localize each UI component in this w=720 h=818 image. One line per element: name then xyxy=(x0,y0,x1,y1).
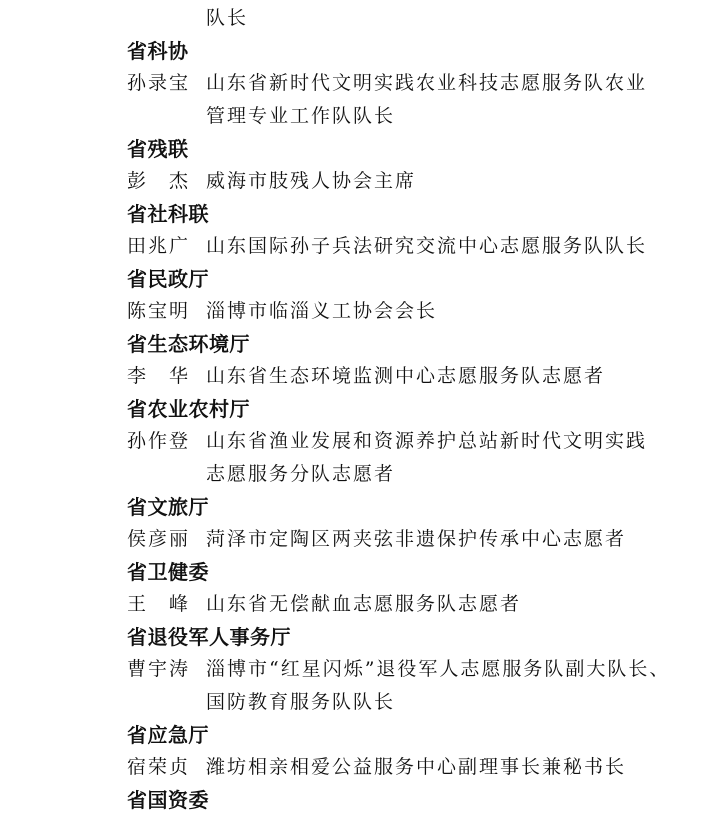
entry-line xyxy=(0,67,720,99)
section-heading-text: 省农业农村厅 xyxy=(127,397,250,421)
section-heading-text: 省民政厅 xyxy=(127,267,209,291)
entry-line xyxy=(0,523,720,555)
entry-line xyxy=(0,588,720,620)
duty-text: 山东省生态环境监测中心志愿服务队志愿者 xyxy=(206,365,606,387)
section-heading-tuiyi xyxy=(0,621,720,653)
duty-text: 山东省新时代文明实践农业科技志愿服务队农业 xyxy=(206,72,648,94)
entry-line xyxy=(0,751,720,783)
entry-line xyxy=(0,360,720,392)
entry-line xyxy=(0,165,720,197)
duty-text: 志愿服务分队志愿者 xyxy=(206,463,396,485)
section-heading-text: 省文旅厅 xyxy=(127,495,209,519)
person-name: 王 峰 xyxy=(127,593,191,615)
section-heading-shengtai xyxy=(0,328,720,360)
duty-text: 威海市肢残人协会主席 xyxy=(206,170,417,192)
person-name: 孙作登 xyxy=(127,430,191,452)
person-name: 孙录宝 xyxy=(127,72,191,94)
duty-text: 菏泽市定陶区两夹弦非遗保护传承中心志愿者 xyxy=(206,528,627,550)
duty-text: 潍坊相亲相爱公益服务中心副理事长兼秘书长 xyxy=(206,756,627,778)
section-heading-text: 省残联 xyxy=(127,137,189,161)
duty-text: 管理专业工作队队长 xyxy=(206,105,396,127)
entry-continuation-line xyxy=(0,686,720,718)
section-heading-text: 省卫健委 xyxy=(127,560,209,584)
entry-continuation-line xyxy=(0,2,720,34)
person-name: 田兆广 xyxy=(127,235,191,257)
entry-line xyxy=(0,425,720,457)
section-heading-weijian xyxy=(0,556,720,588)
person-name: 侯彦丽 xyxy=(127,528,191,550)
duty-text: 队长 xyxy=(206,7,249,29)
duty-text: 山东国际孙子兵法研究交流中心志愿服务队队长 xyxy=(206,235,648,257)
duty-text: 淄博市“红星闪烁”退役军人志愿服务队副大队长、 xyxy=(206,658,671,680)
entry-continuation-line xyxy=(0,100,720,132)
entry-line xyxy=(0,653,720,685)
section-heading-canlian xyxy=(0,133,720,165)
section-heading-text: 省社科联 xyxy=(127,202,209,226)
section-heading-text: 省退役军人事务厅 xyxy=(127,625,291,649)
entry-continuation-line xyxy=(0,458,720,490)
person-name: 曹宇涛 xyxy=(127,658,191,680)
section-heading-text: 省国资委 xyxy=(127,788,209,812)
person-name: 彭 杰 xyxy=(127,170,191,192)
section-heading-wenlv xyxy=(0,491,720,523)
section-heading-text: 省科协 xyxy=(127,39,189,63)
duty-text: 国防教育服务队队长 xyxy=(206,691,396,713)
section-heading-kexie xyxy=(0,35,720,67)
section-heading-nongye xyxy=(0,393,720,425)
entry-line xyxy=(0,230,720,262)
section-heading-yingji xyxy=(0,719,720,751)
section-heading-shekelian xyxy=(0,198,720,230)
section-heading-text: 省生态环境厅 xyxy=(127,332,250,356)
person-name: 宿荣贞 xyxy=(127,756,191,778)
section-heading-guoziwei xyxy=(0,784,720,816)
duty-text: 山东省无偿献血志愿服务队志愿者 xyxy=(206,593,522,615)
section-heading-text: 省应急厅 xyxy=(127,723,209,747)
person-name: 陈宝明 xyxy=(127,300,191,322)
entry-line xyxy=(0,295,720,327)
duty-text: 山东省渔业发展和资源养护总站新时代文明实践 xyxy=(206,430,648,452)
person-name: 李 华 xyxy=(127,365,191,387)
section-heading-minzheng xyxy=(0,263,720,295)
duty-text: 淄博市临淄义工协会会长 xyxy=(206,300,438,322)
